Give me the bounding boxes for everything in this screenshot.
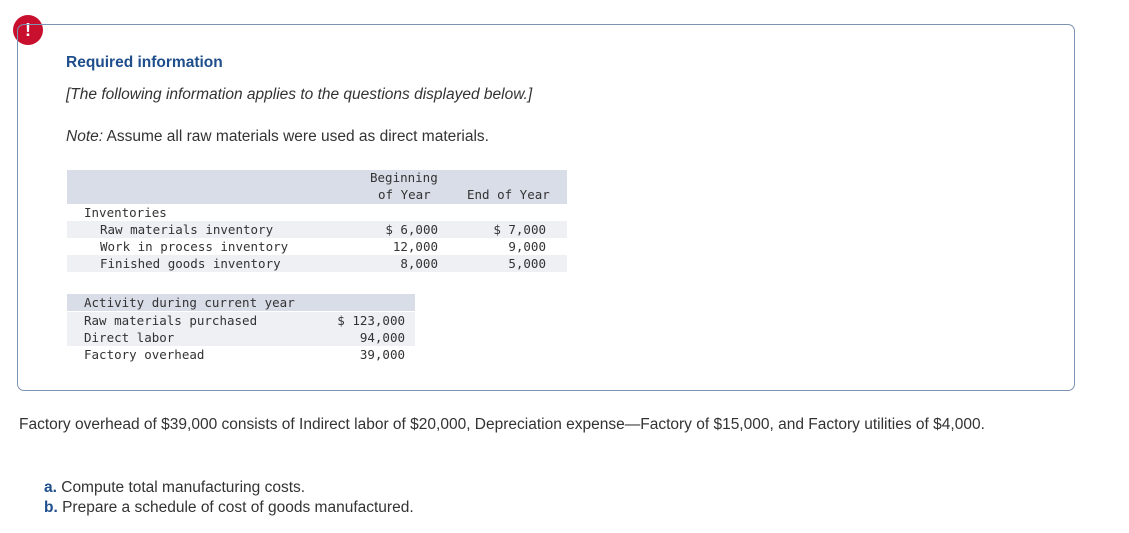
task-a xyxy=(44,479,305,497)
required-info-title: Required information xyxy=(66,54,223,71)
task-text: Compute total manufacturing costs. xyxy=(56,479,306,496)
activity-row-value: 94,000 xyxy=(359,330,405,345)
note-text: Assume all raw materials were used as direct materials. xyxy=(103,128,489,145)
overhead-paragraph: Factory overhead of $39,000 consists of Indirect labor of $20,000, Depreciation expense—Factory of $15,000, and Factory utilities of $4,000. xyxy=(19,416,985,433)
activity-section-label: Activity during current year xyxy=(84,295,295,310)
inv-row-beginning: 12,000 xyxy=(392,239,438,254)
task-letter: a. xyxy=(44,479,57,496)
inv-row-beginning: $ 6,000 xyxy=(385,222,438,237)
inv-row-label: Finished goods inventory xyxy=(100,256,281,271)
inventories-section-label: Inventories xyxy=(84,205,167,220)
col-beginning-line1: Beginning xyxy=(370,170,438,185)
activity-row-value: 39,000 xyxy=(359,347,405,362)
alert-icon: ! xyxy=(13,15,43,45)
note xyxy=(66,128,489,146)
inv-row-end: $ 7,000 xyxy=(493,222,546,237)
inv-row-beginning: 8,000 xyxy=(400,256,438,271)
activity-row-label: Factory overhead xyxy=(84,347,205,362)
activity-row-label: Direct labor xyxy=(84,330,175,345)
task-text: Prepare a schedule of cost of goods manufactured. xyxy=(57,499,414,516)
activity-row-value: $ 123,000 xyxy=(337,313,405,328)
inv-row-label: Work in process inventory xyxy=(100,239,289,254)
inv-row-end: 9,000 xyxy=(508,239,546,254)
activity-row-label: Raw materials purchased xyxy=(84,313,258,328)
inv-row-label: Raw materials inventory xyxy=(100,222,274,237)
task-b xyxy=(44,499,414,517)
task-letter: b. xyxy=(44,499,58,516)
col-beginning-line2: of Year xyxy=(378,187,431,202)
inv-row-end: 5,000 xyxy=(508,256,546,271)
col-end-of-year: End of Year xyxy=(467,187,550,202)
note-label: Note: xyxy=(66,128,104,145)
required-info-subtitle: [The following information applies to the questions displayed below.] xyxy=(66,86,533,103)
